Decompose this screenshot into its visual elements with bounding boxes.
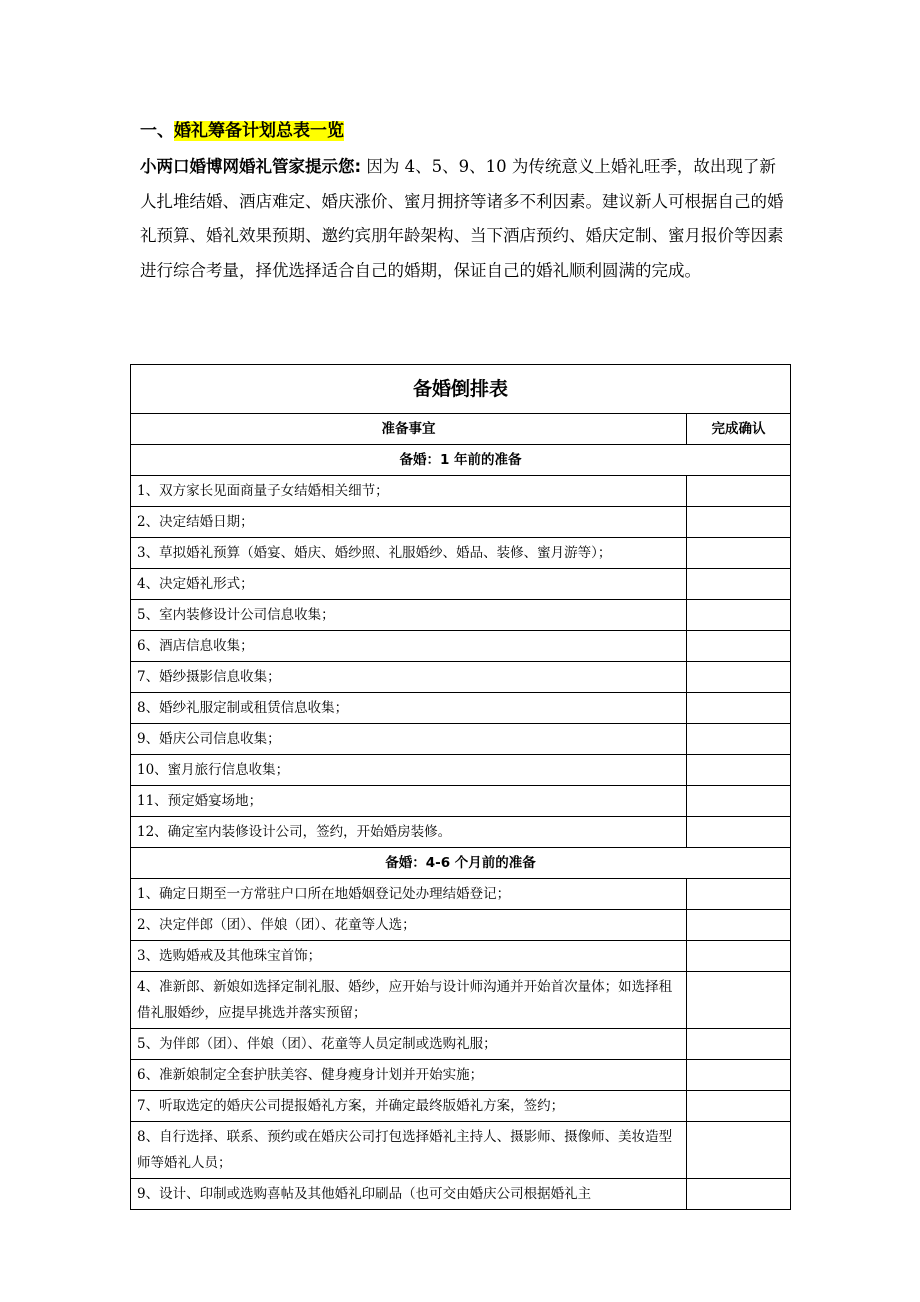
- completion-check-cell[interactable]: [687, 972, 791, 1029]
- heading-title: 婚礼筹备计划总表一览: [174, 121, 344, 141]
- task-row: [131, 600, 791, 631]
- task-text: 1、双方家长见面商量子女结婚相关细节；: [131, 476, 687, 507]
- completion-check-cell[interactable]: [687, 879, 791, 910]
- task-row: [131, 1060, 791, 1091]
- section-heading: [140, 119, 344, 143]
- task-row: [131, 755, 791, 786]
- task-text: 11、预定婚宴场地；: [131, 786, 687, 817]
- task-row: [131, 662, 791, 693]
- wedding-countdown-table: [130, 364, 791, 1210]
- task-text: 2、决定结婚日期；: [131, 507, 687, 538]
- completion-check-cell[interactable]: [687, 631, 791, 662]
- completion-check-cell[interactable]: [687, 817, 791, 848]
- completion-check-cell[interactable]: [687, 569, 791, 600]
- section-title: 备婚：4-6 个月前的准备: [131, 848, 791, 879]
- completion-check-cell[interactable]: [687, 693, 791, 724]
- task-text: 4、决定婚礼形式；: [131, 569, 687, 600]
- completion-check-cell[interactable]: [687, 662, 791, 693]
- completion-check-cell[interactable]: [687, 724, 791, 755]
- task-text: 9、婚庆公司信息收集；: [131, 724, 687, 755]
- completion-check-cell[interactable]: [687, 786, 791, 817]
- completion-check-cell[interactable]: [687, 1091, 791, 1122]
- task-row: [131, 910, 791, 941]
- task-text: 6、准新娘制定全套护肤美容、健身瘦身计划并开始实施；: [131, 1060, 687, 1091]
- task-text: 7、婚纱摄影信息收集；: [131, 662, 687, 693]
- task-row: [131, 476, 791, 507]
- task-row: [131, 507, 791, 538]
- intro-text: 因为 4、5、9、10 为传统意义上婚礼旺季，故出现了新人扎堆结婚、酒店难定、婚庆涨价、蜜月拥挤等诸多不利因素。建议新人可根据自己的婚礼预算、婚礼效果预期、邀约宾朋年龄架构、当下酒店预约、婚庆定制、蜜月报价等因素进行综合考量，择优选择适合自己的婚期，保证自己的婚礼顺利圆满的完成。: [140, 157, 784, 280]
- task-text: 5、为伴郎（团）、伴娘（团）、花童等人员定制或选购礼服；: [131, 1029, 687, 1060]
- completion-check-cell[interactable]: [687, 1179, 791, 1210]
- task-row: [131, 1179, 791, 1210]
- task-text: 4、准新郎、新娘如选择定制礼服、婚纱，应开始与设计师沟通并开始首次量体；如选择租借礼服婚纱，应提早挑选并落实预留；: [131, 972, 687, 1029]
- heading-prefix: 一、: [140, 121, 174, 141]
- task-text: 7、听取选定的婚庆公司提报婚礼方案，并确定最终版婚礼方案，签约；: [131, 1091, 687, 1122]
- task-row: [131, 1122, 791, 1179]
- task-text: 12、确定室内装修设计公司，签约，开始婚房装修。: [131, 817, 687, 848]
- task-row: [131, 693, 791, 724]
- completion-check-cell[interactable]: [687, 910, 791, 941]
- completion-check-cell[interactable]: [687, 1122, 791, 1179]
- completion-check-cell[interactable]: [687, 941, 791, 972]
- task-text: 8、婚纱礼服定制或租赁信息收集；: [131, 693, 687, 724]
- task-row: [131, 724, 791, 755]
- task-text: 3、选购婚戒及其他珠宝首饰；: [131, 941, 687, 972]
- task-text: 10、蜜月旅行信息收集；: [131, 755, 687, 786]
- task-row: [131, 1091, 791, 1122]
- task-row: [131, 538, 791, 569]
- task-text: 1、确定日期至一方常驻户口所在地婚姻登记处办理结婚登记；: [131, 879, 687, 910]
- task-row: [131, 1029, 791, 1060]
- task-text: 6、酒店信息收集；: [131, 631, 687, 662]
- completion-check-cell[interactable]: [687, 476, 791, 507]
- task-text: 5、室内装修设计公司信息收集；: [131, 600, 687, 631]
- task-text: 3、草拟婚礼预算（婚宴、婚庆、婚纱照、礼服婚纱、婚品、装修、蜜月游等）；: [131, 538, 687, 569]
- section-row: [131, 848, 791, 879]
- task-row: [131, 817, 791, 848]
- task-text: 9、设计、印制或选购喜帖及其他婚礼印刷品（也可交由婚庆公司根据婚礼主: [131, 1179, 687, 1210]
- task-row: [131, 972, 791, 1029]
- completion-check-cell[interactable]: [687, 538, 791, 569]
- completion-check-cell[interactable]: [687, 507, 791, 538]
- completion-check-cell[interactable]: [687, 600, 791, 631]
- task-row: [131, 569, 791, 600]
- completion-check-cell[interactable]: [687, 1029, 791, 1060]
- section-title: 备婚：1 年前的准备: [131, 445, 791, 476]
- intro-paragraph: [140, 150, 790, 288]
- intro-lead: 小两口婚博网婚礼管家提示您:: [140, 157, 362, 176]
- task-row: [131, 631, 791, 662]
- task-row: [131, 879, 791, 910]
- table-title: 备婚倒排表: [131, 365, 791, 414]
- completion-check-cell[interactable]: [687, 755, 791, 786]
- task-row: [131, 941, 791, 972]
- task-text: 8、自行选择、联系、预约或在婚庆公司打包选择婚礼主持人、摄影师、摄像师、美妆造型师等婚礼人员；: [131, 1122, 687, 1179]
- column-header-confirm: 完成确认: [687, 414, 791, 445]
- completion-check-cell[interactable]: [687, 1060, 791, 1091]
- column-header-task: 准备事宜: [131, 414, 687, 445]
- section-row: [131, 445, 791, 476]
- task-text: 2、决定伴郎（团）、伴娘（团）、花童等人选；: [131, 910, 687, 941]
- task-row: [131, 786, 791, 817]
